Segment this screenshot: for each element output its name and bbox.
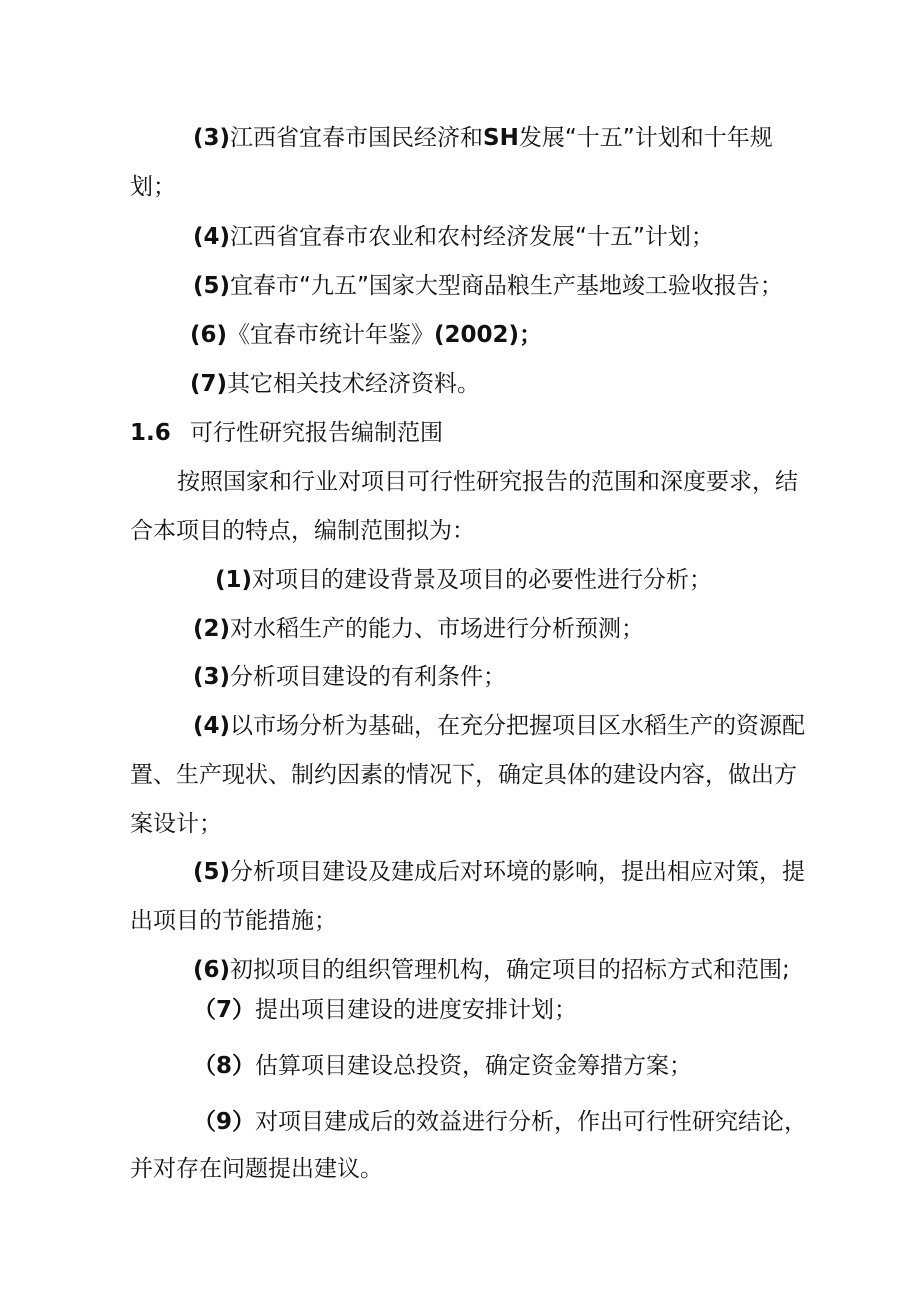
list-a-item-3-text-2: 发展“十五”计划和十年规 [518, 125, 773, 151]
section-number: 1.6 [130, 420, 171, 446]
list-a-item-4 [193, 222, 714, 252]
list-b-item-1 [215, 565, 712, 595]
list-a-item-6-text: 《宜春市统计年鉴》 [227, 322, 435, 348]
list-b-item-4-text: 以市场分析为基础，在充分把握项目区水稻生产的资源配 [230, 713, 806, 739]
list-a-item-5 [193, 271, 783, 301]
list-a-item-6-number: (6) [190, 322, 228, 348]
list-a-item-7-number: (7) [190, 371, 228, 397]
list-b-item-8-number: （8） [193, 1053, 256, 1079]
list-b-item-5-number: (5) [193, 859, 231, 885]
list-a-item-3 [193, 123, 773, 153]
list-b-item-9-text: 对项目建成后的效益进行分析，作出可行性研究结论， [255, 1109, 808, 1135]
list-a-item-4-number: (4) [193, 224, 231, 250]
list-b-item-4-line-2: 置、生产现状、制约因素的情况下，确定具体的建设内容，做出方 [130, 762, 797, 788]
list-b-item-1-number: (1) [215, 567, 253, 593]
list-b-item-6 [193, 955, 790, 985]
list-b-item-4 [193, 711, 805, 741]
list-b-item-9-line-2: 并对存在问题提出建议。 [130, 1156, 383, 1182]
list-a-item-6-year: (2002)； [434, 322, 543, 348]
list-b-item-4-line-3: 案设计； [130, 811, 222, 837]
list-a-item-7 [190, 369, 480, 399]
intro-line-2: 合本项目的特点，编制范围拟为： [130, 518, 475, 544]
list-b-item-4-number: (4) [193, 713, 231, 739]
list-b-item-5-text: 分析项目建设及建成后对环境的影响，提出相应对策，提 [230, 859, 806, 885]
list-b-item-2-text: 对水稻生产的能力、市场进行分析预测； [230, 616, 645, 642]
section-title: 可行性研究报告编制范围 [190, 420, 443, 446]
list-b-item-3-text: 分析项目建设的有利条件； [230, 664, 507, 690]
list-b-item-9 [193, 1107, 807, 1137]
list-a-item-4-text: 江西省宜春市农业和农村经济发展“十五”计划； [230, 224, 714, 250]
list-a-item-7-text: 其它相关技术经济资料。 [227, 371, 481, 397]
list-a-item-3-number: (3) [193, 125, 231, 151]
list-a-item-5-number: (5) [193, 273, 231, 299]
list-b-item-6-text: 初拟项目的组织管理机构，确定项目的招标方式和范围; [230, 957, 790, 983]
list-a-item-5-text: 宜春市“九五”国家大型商品粮生产基地竣工验收报告； [230, 273, 783, 299]
list-b-item-9-number: （9） [193, 1109, 256, 1135]
list-b-item-6-number: (6) [193, 957, 231, 983]
list-b-item-5-line-2: 出项目的节能措施； [130, 908, 337, 934]
list-a-item-3-bold-text: SH [483, 125, 519, 151]
list-b-item-3 [193, 662, 506, 692]
list-b-item-3-number: (3) [193, 664, 231, 690]
list-b-item-7-number: （7） [193, 997, 256, 1023]
list-b-item-7-text: 提出项目建设的进度安排计划； [255, 997, 578, 1023]
list-a-item-3-continuation: 划； [130, 174, 176, 200]
list-a-item-3-text: 江西省宜春市国民经济和 [230, 125, 484, 151]
list-b-item-8 [193, 1051, 692, 1081]
list-b-item-7 [193, 995, 577, 1025]
list-b-item-5 [193, 857, 805, 887]
list-a-item-6 [190, 320, 542, 350]
list-b-item-1-text: 对项目的建设背景及项目的必要性进行分析； [252, 567, 713, 593]
list-b-item-8-text: 估算项目建设总投资，确定资金筹措方案； [255, 1053, 693, 1079]
section-heading [130, 418, 443, 448]
list-b-item-2-number: (2) [193, 616, 231, 642]
list-b-item-2 [193, 614, 644, 644]
intro-line-1: 按照国家和行业对项目可行性研究报告的范围和深度要求，结 [177, 469, 798, 495]
